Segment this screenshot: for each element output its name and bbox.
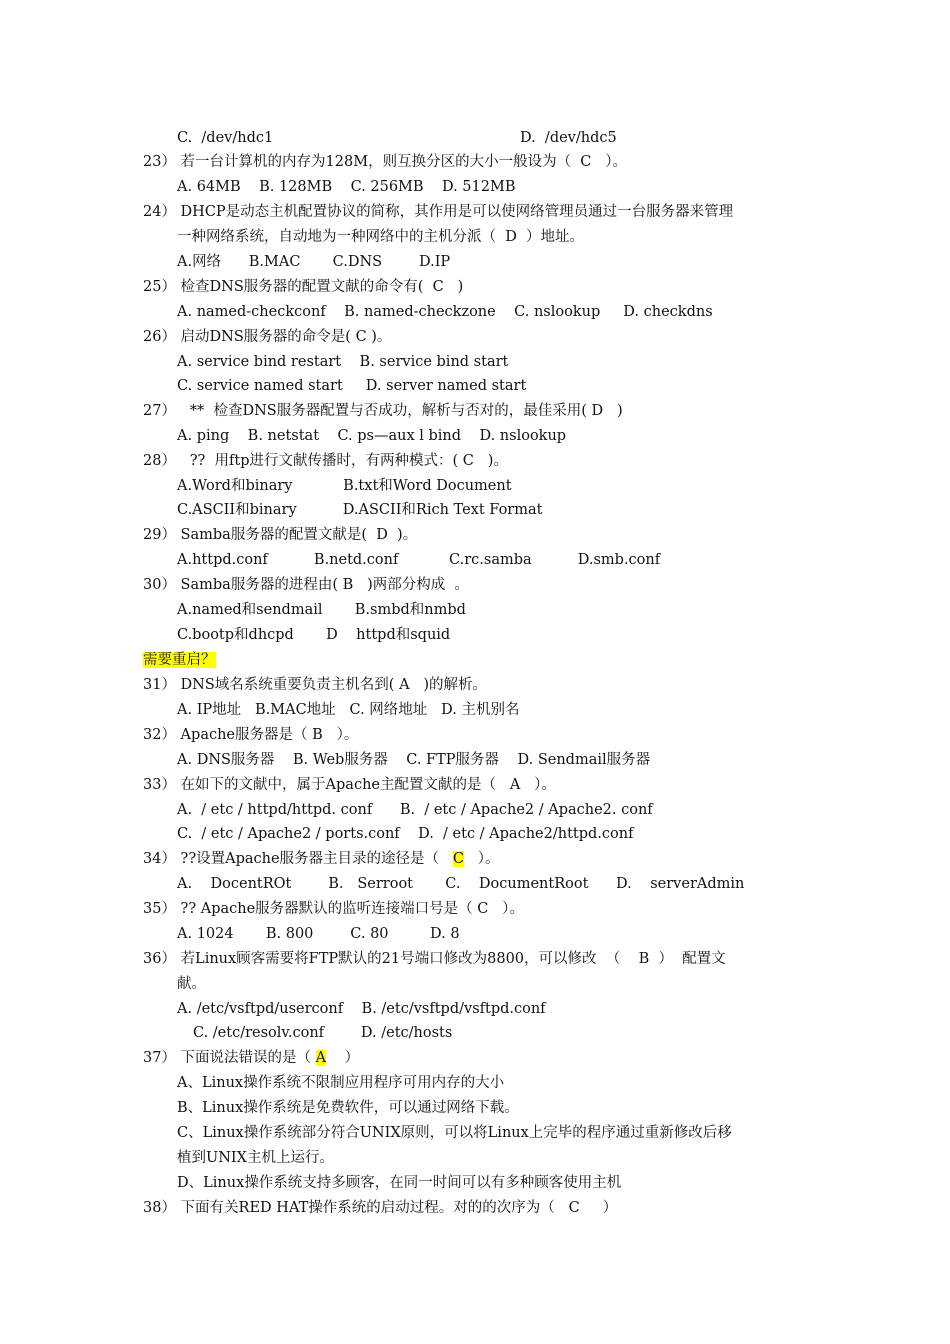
text-line: A.Word和binary B.txt和Word Document (177, 478, 512, 494)
text-line: 33） 在如下的文献中，属于Apache主配置文献的是（ A ）。 (143, 777, 556, 793)
text-line: D、Linux操作系统支持多顾客，在同一时间可以有多种顾客使用主机 (177, 1175, 622, 1191)
text-line: C. /dev/hdc1 (177, 130, 274, 146)
text-line: A. service bind restart B. service bind start (177, 354, 509, 370)
text-line: 25） 检查DNS服务器的配置文献的命令有( C ) (143, 279, 464, 295)
text-line: A. /etc/vsftpd/userconf B. /etc/vsftpd/vsftpd.conf (177, 1001, 546, 1017)
text-line: A.httpd.conf B.netd.conf C.rc.samba D.smb.conf (177, 552, 661, 568)
text-line: C. service named start D. server named start (177, 378, 527, 394)
text-line: 31） DNS域名系统重要负责主机名到( A )的解析。 (143, 677, 488, 693)
text-line: C. / etc / Apache2 / ports.conf D. / etc / Apache2/httpd.conf (177, 826, 634, 842)
text-line: A.网络 B.MAC C.DNS D.IP (177, 254, 451, 270)
text-line: 26） 启动DNS服务器的命令是( C )。 (143, 329, 392, 345)
text-line: 29） Samba服务器的配置文献是( D )。 (143, 527, 418, 543)
text-line: 23） 若一台计算机的内存为128M，则互换分区的大小一般设为（ C ）。 (143, 154, 627, 170)
text-line: D. /dev/hdc5 (520, 130, 617, 146)
text-line: C. /etc/resolv.conf D. /etc/hosts (193, 1025, 453, 1041)
text-line: 需要重启？ (143, 652, 216, 668)
text-line: C、Linux操作系统部分符合UNIX原则，可以将Linux上完毕的程序通过重新修改后移 (177, 1125, 732, 1141)
text-line: C.ASCII和binary D.ASCII和Rich Text Format (177, 502, 543, 518)
text-line: A、Linux操作系统不限制应用程序可用内存的大小 (177, 1075, 505, 1091)
text-line: A. 1024 B. 800 C. 80 D. 8 (177, 926, 460, 942)
text-line: 30） Samba服务器的进程由( B )两部分构成 。 (143, 577, 469, 593)
text-line: 35） ?? Apache服务器默认的监听连接端口号是（ C ）。 (143, 901, 524, 917)
highlighted-answer: A (315, 1050, 327, 1066)
text-line: 24） DHCP是动态主机配置协议的简称，其作用是可以使网络管理员通过一台服务器来管理 (143, 204, 734, 220)
text-line: 植到UNIX主机上运行。 (177, 1150, 334, 1166)
text-line: 32） Apache服务器是（ B ）。 (143, 727, 359, 743)
text-line: C.bootp和dhcpd D httpd和squid (177, 627, 451, 643)
text-line: 37） 下面说法错误的是（ A ） (143, 1050, 360, 1066)
highlighted-answer: C (452, 851, 464, 867)
text-line: A. / etc / httpd/httpd. conf B. / etc / Apache2 / Apache2. conf (177, 802, 653, 818)
text-line: 献。 (177, 976, 206, 992)
text-line: 一种网络系统，自动地为一种网络中的主机分派（ D ）地址。 (177, 229, 585, 245)
text-line: A. ping B. netstat C. ps—aux l bind D. nslookup (177, 428, 567, 444)
text-line: B、Linux操作系统是免费软件，可以通过网络下载。 (177, 1100, 519, 1116)
text-line: A. IP地址 B.MAC地址 C. 网络地址 D. 主机别名 (177, 702, 520, 718)
text-line: A. DocentROt B. Serroot C. DocumentRoot D. serverAdmin (177, 876, 745, 892)
text-line: 38） 下面有关RED HAT操作系统的启动过程。对的的次序为（ C ） (143, 1200, 618, 1216)
text-line: A. DNS服务器 B. Web服务器 C. FTP服务器 D. Sendmail服务器 (177, 752, 651, 768)
text-line: A. 64MB B. 128MB C. 256MB D. 512MB (177, 179, 516, 195)
text-line: 34） ??设置Apache服务器主目录的途径是（ C ）。 (143, 851, 500, 867)
text-line: 28） ?? 用ftp进行文献传播时，有两种模式：( C )。 (143, 453, 508, 469)
text-line: A.named和sendmail B.smbd和nmbd (177, 602, 466, 618)
text-line: 36） 若Linux顾客需要将FTP默认的21号端口修改为8800，可以修改 （ B ） 配置文 (143, 951, 726, 967)
text-line: 27） ** 检查DNS服务器配置与否成功，解析与否对的，最佳采用( D ) (143, 403, 623, 419)
text-line: A. named-checkconf B. named-checkzone C. nslookup D. checkdns (177, 304, 713, 320)
